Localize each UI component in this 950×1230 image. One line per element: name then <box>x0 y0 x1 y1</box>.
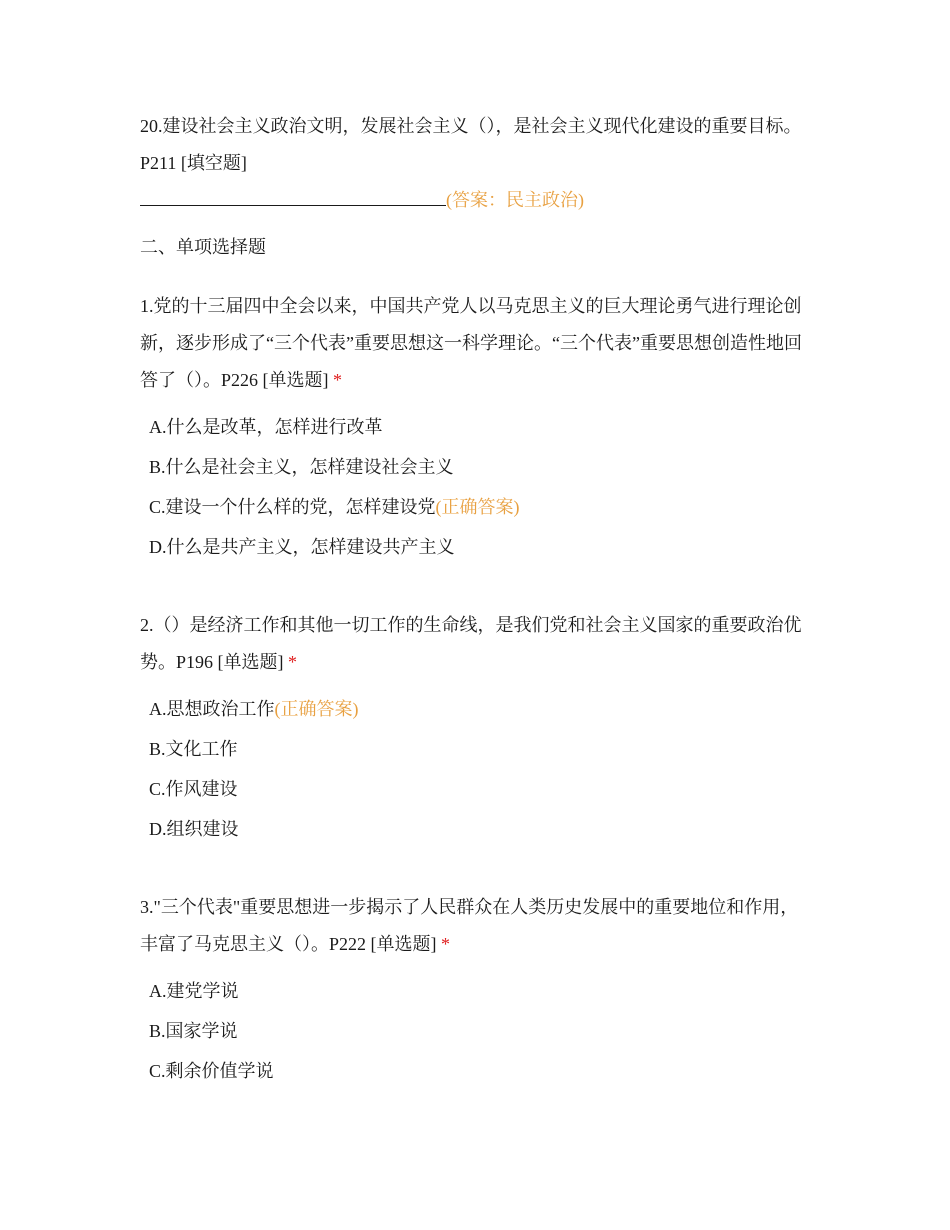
required-mark: * <box>288 652 297 672</box>
option-item[interactable]: B.国家学说 <box>149 1021 238 1041</box>
document-page <box>140 108 810 1091</box>
option-list <box>149 407 810 567</box>
fill-answer-row <box>140 182 810 219</box>
question-block <box>140 889 810 1091</box>
question-block <box>140 288 810 567</box>
correct-answer-mark: (正确答案) <box>435 497 520 517</box>
fill-answer: (答案：民主政治) <box>446 190 584 210</box>
option-item[interactable]: A.思想政治工作(正确答案) <box>149 699 359 719</box>
correct-answer-mark: (正确答案) <box>274 699 359 719</box>
question-text <box>140 889 810 963</box>
fill-question <box>140 108 810 182</box>
option-item[interactable]: D.组织建设 <box>149 819 239 839</box>
question-stem: 3."三个代表"重要思想进一步揭示了人民群众在人类历史发展中的重要地位和作用，丰富了马克思主义（）。P222 [单选题] <box>140 897 799 954</box>
option-item[interactable]: A.建党学说 <box>149 981 239 1001</box>
option-item[interactable]: C.作风建设 <box>149 779 238 799</box>
required-mark: * <box>441 934 450 954</box>
option-item[interactable]: C.剩余价值学说 <box>149 1061 274 1081</box>
question-text: 建设社会主义政治文明，发展社会主义（），是社会主义现代化建设的重要目标。P211 [填空题] <box>140 116 802 173</box>
question-stem: 1.党的十三届四中全会以来，中国共产党人以马克思主义的巨大理论勇气进行理论创新，逐步形成了“三个代表”重要思想这一科学理论。“三个代表”重要思想创造性地回答了（）。P226 [单选题] <box>140 296 802 390</box>
option-list <box>149 689 810 849</box>
question-stem: 2.（）是经济工作和其他一切工作的生命线，是我们党和社会主义国家的重要政治优势。P196 [单选题] <box>140 615 802 672</box>
option-item[interactable]: B.文化工作 <box>149 739 238 759</box>
answer-blank-line <box>140 187 446 206</box>
section-title: 二、单项选择题 <box>140 237 266 257</box>
option-item[interactable]: C.建设一个什么样的党，怎样建设党(正确答案) <box>149 497 520 517</box>
option-item[interactable]: D.什么是共产主义，怎样建设共产主义 <box>149 537 455 557</box>
option-item[interactable]: B.什么是社会主义，怎样建设社会主义 <box>149 457 454 477</box>
question-number: 20. <box>140 116 163 136</box>
question-block <box>140 607 810 849</box>
required-mark: * <box>333 370 342 390</box>
question-text <box>140 607 810 681</box>
question-text <box>140 288 810 399</box>
option-item[interactable]: A.什么是改革，怎样进行改革 <box>149 417 383 437</box>
option-list <box>149 971 810 1091</box>
